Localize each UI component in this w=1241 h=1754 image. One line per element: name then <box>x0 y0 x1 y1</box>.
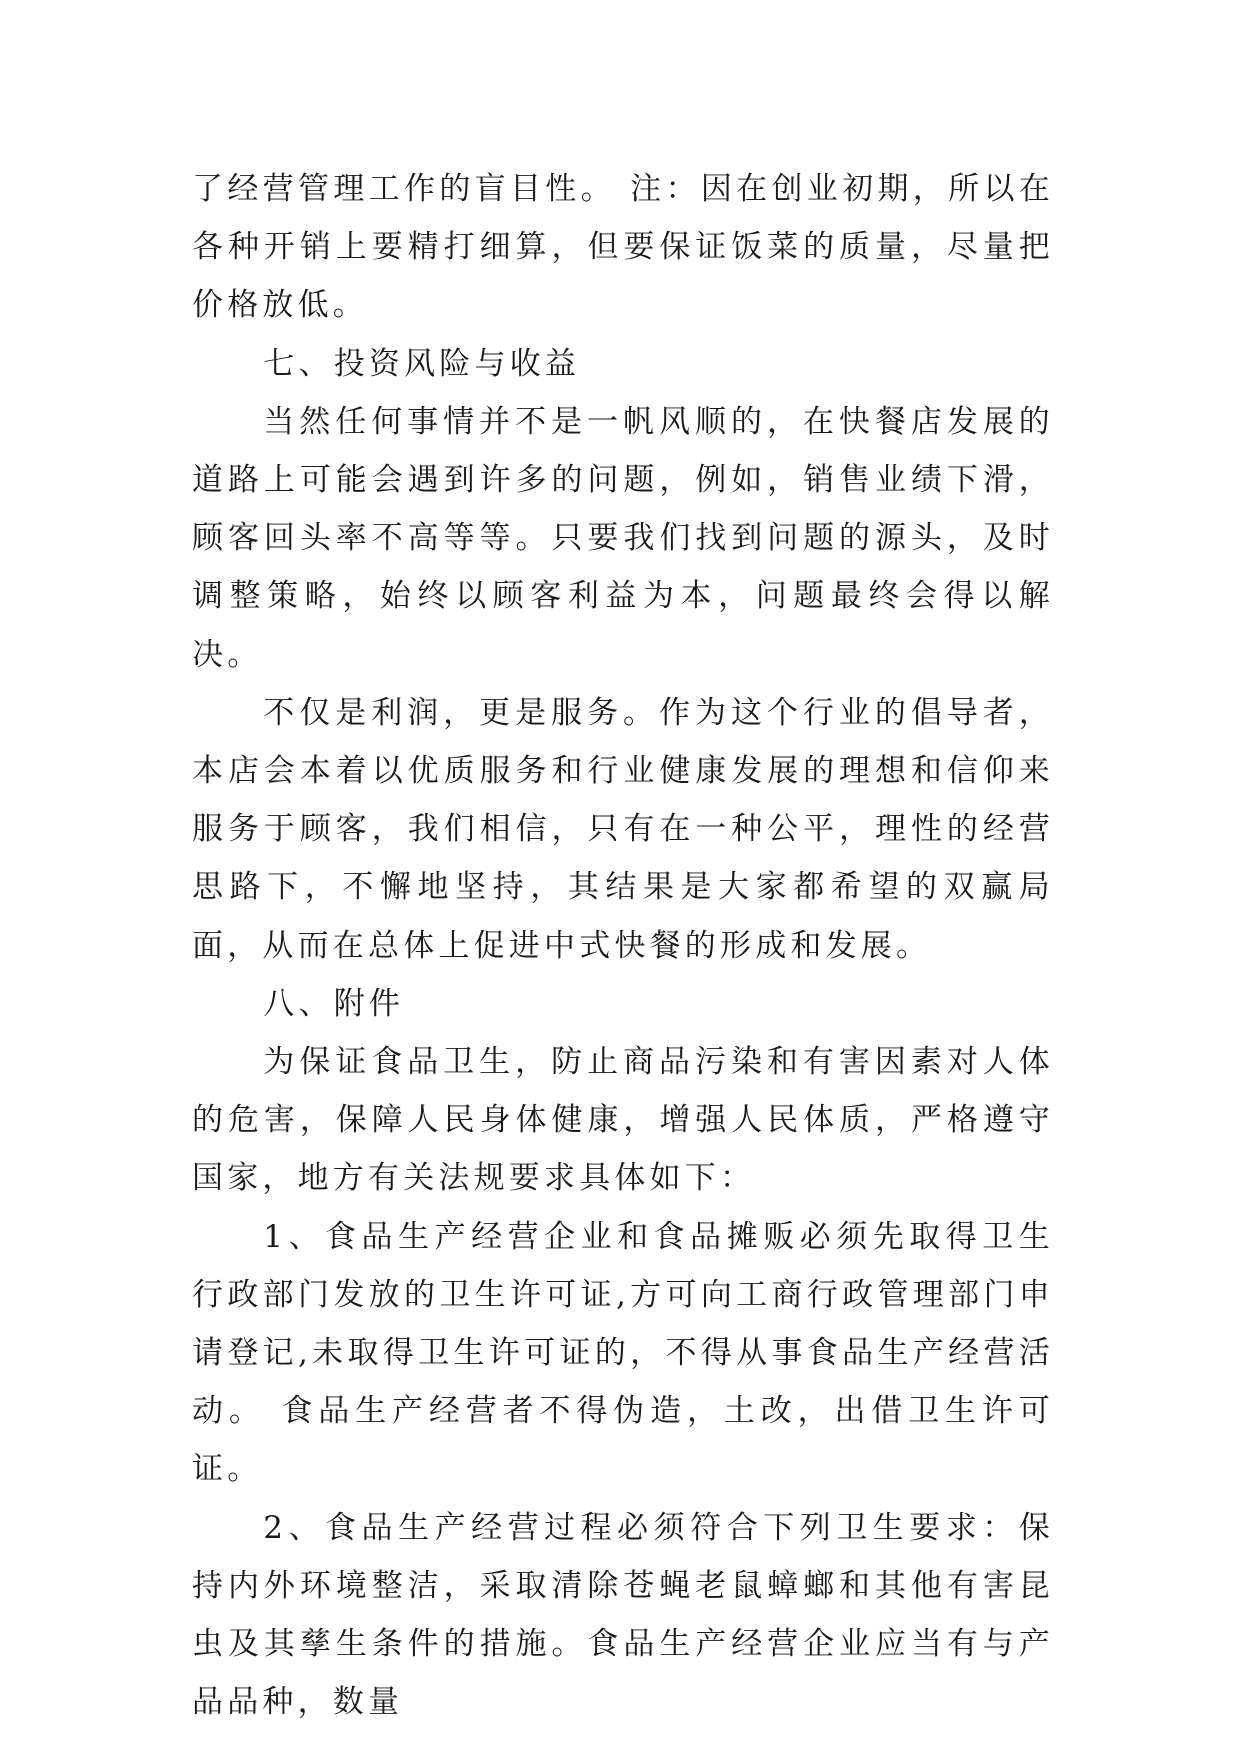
paragraph-risk: 当然任何事情并不是一帆风顺的，在快餐店发展的道路上可能会遇到许多的问题，例如，销售业绩下滑，顾客回头率不高等等。只要我们找到问题的源头，及时调整策略，始终以顾客利益为本，问题最终会得以解决。 <box>192 403 1054 673</box>
paragraph-item-2: 2、食品生产经营过程必须符合下列卫生要求：保持内外环境整洁，采取清除苍蝇老鼠蟑螂和其他有害昆虫及其孳生条件的措施。食品生产经营企业应当有与产品品种，数量 <box>192 1509 1054 1721</box>
section-heading-eight: 八、附件 <box>263 985 405 1022</box>
paragraph-item-1: 1、食品生产经营企业和食品摊贩必须先取得卫生行政部门发放的卫生许可证,方可向工商行政管理部门申请登记,未取得卫生许可证的，不得从事食品生产经营活动。 食品生产经营者不得伪造，土改，出借卫生许可证。 <box>192 1218 1054 1488</box>
document-body <box>192 160 1054 1731</box>
section-heading-seven: 七、投资风险与收益 <box>263 345 581 382</box>
paragraph-service: 不仅是利润，更是服务。作为这个行业的倡导者，本店会本着以优质服务和行业健康发展的理想和信仰来服务于顾客，我们相信，只有在一种公平，理性的经营思路下，不懈地坚持，其结果是大家都希望的双赢局面，从而在总体上促进中式快餐的形成和发展。 <box>192 694 1054 964</box>
paragraph-continuation: 了经营管理工作的盲目性。 注：因在创业初期，所以在各种开销上要精打细算，但要保证饭菜的质量，尽量把价格放低。 <box>192 171 1054 324</box>
paragraph-hygiene-intro: 为保证食品卫生，防止商品污染和有害因素对人体的危害，保障人民身体健康，增强人民体质，严格遵守国家，地方有关法规要求具体如下： <box>192 1044 1054 1197</box>
